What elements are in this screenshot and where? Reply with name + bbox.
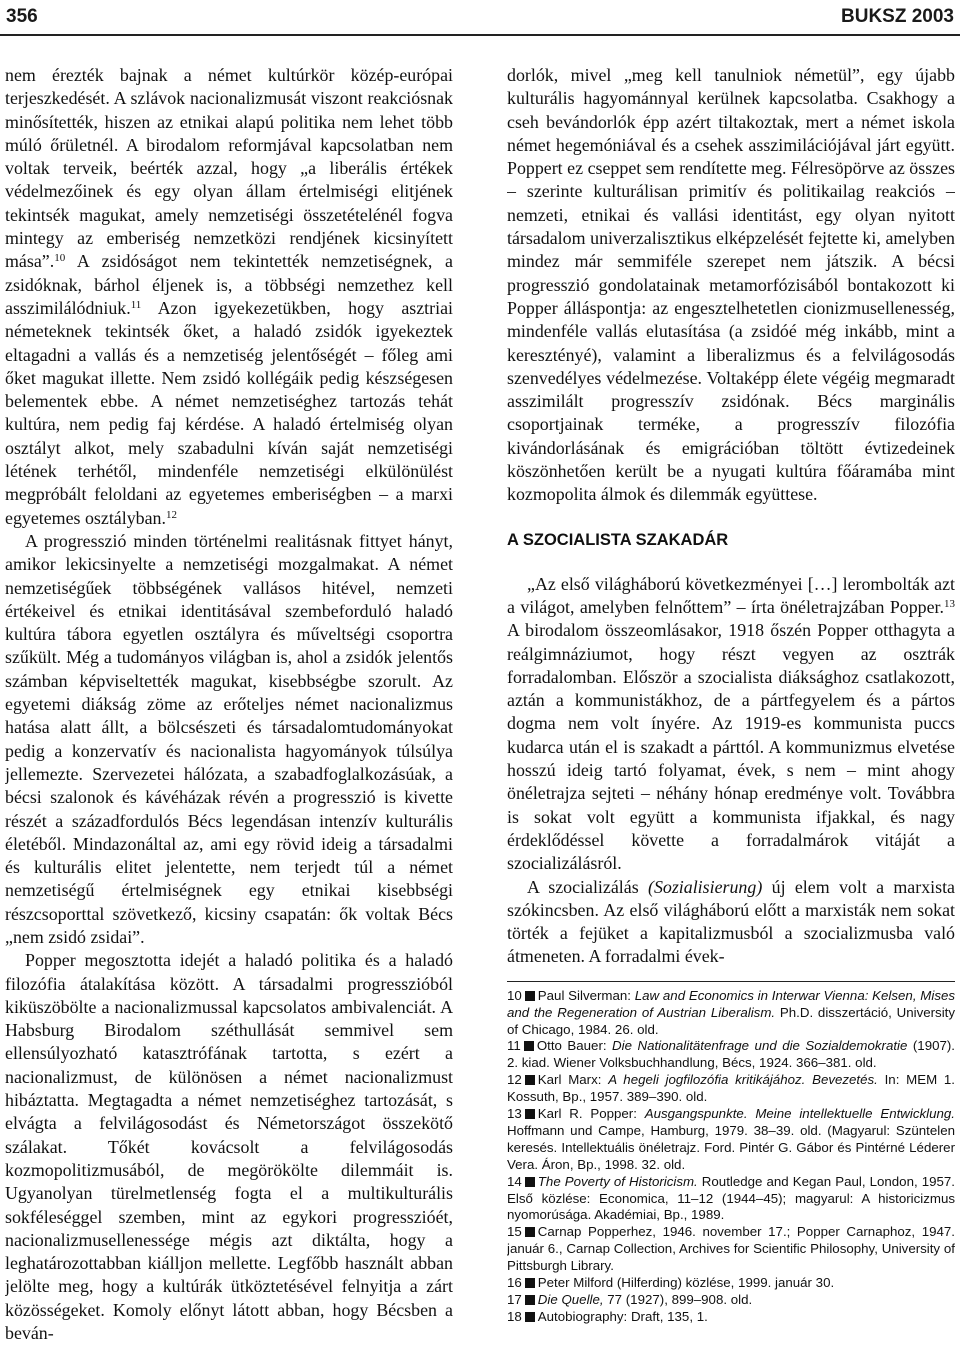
page-header [0,0,960,36]
footnote-ref: 12 [165,508,177,521]
footnote-ref: 11 [130,298,142,311]
footnote: 12 Karl Marx: A hegeli jogfilozófia kritikájához. Bevezetés. In: MEM 1. Kossuth, Bp., 1957. 389–390. old. [507,1072,955,1105]
right-column [507,64,955,1370]
paragraph: A progresszió minden történelmi realitásnak fittyet hányt, amikor lekicsinyelte a nemzetiségi mozgalmakat. A német nemzetiségűek többségének vallásos hitével, nemzeti értékeivel és etnikai identitásával szembeforduló haladó kultúra tábora egyetlen osztályra és műveltségi csoportra szűkült. Még a tudományos világban is, ahol a zsidók jelentős számban képviseltették magukat, kisebbségbe szorult. Az egyetemi diákság zöme az erőteljes német nacionalizmus hatása alatt állt, a bölcsészeti és társadalomtudományokat pedig a konzervatív és nacionalista hagyományok túlsúlya jellemezte. Szervezetei hálózata, a szabadfoglalkozásúak, a bécsi szalonok és kávéházak révén a progresszió is kivette részét a századfordulós Bécs legendásan intenzív kulturális életéből. Mindazonáltal az, ami egy rövid ideig a társadalmi és kulturális elitet jelentette, nem terjedt túl a német nemzetiségű értelmiségnek egy etnikai kisebbségi részcsoporttal szövetkező, kicsiny csapatán: ők voltak Bécs „nem zsidó zsidai”. [5,530,453,947]
footnote: 10 Paul Silverman: Law and Economics in Interwar Vienna: Kelsen, Mises and the Regeneration of Austrian Liberalism. Ph.D. disszertáció, University of Chicago, 1984. 26. old. [507,987,955,1037]
paragraph: nem érezték bajnak a német kultúrkör közép-európai terjeszkedését. A szlávok nacionalizmusát viszont reakciósnak minősítették, hiszen az etnikai alapú politika nem lehet több múló őrületnél. A birodalom reformjával kapcsolatban nem voltak terveik, beérték azzal, hogy „a liberális értékek védelmezőinek és egy olyan állam értelmiségi elitjének tekintsék magukat, amely nemzetiségi összetételénél fogva mintegy az emberiség nemzetközi rendjének kicsinyített mása”.$^{10}$ A zsidóságot nem tekintették nemzetiségnek, a zsidóknak, bárhol éljenek is, a többségi nemzethez kell asszimilálódniuk.$^{11}$ Azon igyekezetükben, hogy asztriai németeknek tekintsék őket, a haladó zsidók igyekeztek eltagadni a vallás és a nemzetiség jelentőségét – főleg ami őket magukat illette. Nem zsidó kollégáik pedig készségesen belementek ebbe. A német nemzetiséghez tartozás tehát kultúra, nem pedig faj kérdése. A haladó értelmiség olyan osztályt alkot, mely szabadulni kíván saját nemzetiségi létének terhétől, mindenféle nemzetiségi elkülönülést megpróbált feloldani az egyetemes emberiségben – a marxi egyetemes osztályban.$^{12}$ [5,65,453,528]
square-bullet-icon [525,1312,535,1322]
footnote: 16 Peter Milford (Hilferding) közlése, 1999. január 30. [507,1275,835,1291]
section-title: A SZOCIALISTA SZAKADÁR [507,530,729,549]
footnotes [507,981,955,1326]
footnote: 17 Die Quelle, 77 (1927), 899–908. old. [507,1292,753,1307]
footnote-ref: 13 [944,597,955,610]
page-number: 356 [6,6,38,27]
square-bullet-icon [525,1075,535,1085]
paragraph: Popper megosztotta idejét a haladó politika és a haladó filozófia átalakítása között. A társadalmi progresszióból kiküszöbölte a nacionalizmussal kapcsolatos ambivalenciát. A Habsburg Birodalom széthullását semmivel sem ellensúlyozható katasztrófának tartotta, s ezért a nacionalizmust, de különösen a német nacionalizmust hibáztatta. Megtagadta a német nemzetiséghez tartozását, s elvágta a felvilágosodást és Németországot összekötő szálakat. Tőkét kovácsolt a felvilágosodás kozmopolitizmusából, de megörökölte dilemmáit is. Ugyanolyan türelmetlenség fogta el a multikulturális sokféleséggel szemben, mint az egykori progresszióét, nacionalizmusellenessége mégis azt diktálta, hogy a leghatározottabban kiálljon mellette. Legfőbb használt abban jelölte meg, hogy a kultúrák ütköztetésével felnyitja a zárt közösségeket. Komoly előnyt látott abban, hogy Bécsben a beván- [5,950,453,1344]
footnote-ref: 10 [54,252,66,265]
journal-title: BUKSZ 2003 [841,6,954,27]
square-bullet-icon [525,1109,535,1119]
left-column [5,64,453,1370]
footnote: 11 Otto Bauer: Die Nationalitätenfrage und die Sozialdemokratie (1907). 2. kiad. Wiener Volksbuchhandlung, Bécs, 1924. 366–381. old. [507,1038,955,1071]
square-bullet-icon [525,1295,535,1305]
paragraph: „Az első világháború következményei […] lerombolták azt a világot, amelyben felnőttem” – írta önéletrajzában Popper.$^{13}$ A birodalom összeomlásakor, 1918 őszén Popper otthagyta a reálgimnáziumot, hogy részt vegyen az osztrák forradalomban. Először a szocialista diáksághoz csatlakozott, aztán a kommunistákhoz, de a pártfegyelem és a pártos dogma nem volt ínyére. Az 1919-es kommunista puccs kudarca után el is szakadt a párttól. A kommunizmus elvetése hosszú ideig tartó folyamat, évek, s nem – mint ahogy önéletrajza sejteti – néhány hónap eredménye volt. Továbbra is sokat volt együtt a kommunista ifjakkal, és nagy érdeklődéssel követte a forradalmárok vitáját a szocializálásról. [507,573,955,874]
square-bullet-icon [525,1227,535,1237]
paragraph: dorlók, mivel „meg kell tanulniok németül”, egy újabb kulturális hagyománnyal kerülnek kapcsolatba. Csakhogy a cseh bevándorlók épp azért tiltakoztak, mert a német iskola német hegemóniával és a csehek asszimilációjával járt együtt. Poppert ez cseppet sem rendítette meg. Félresöpörve az összes – szerinte kulturálisan primitív és politikailag reakciós – nemzeti, etnikai és vallási identitást, egy olyan nyitott társadalom univerzalisztikus elképzelését fejtette ki, amelyben mindez már semmiféle szerepet nem játszik. A bécsi progresszió gondolatainak metamorfózisából bontakozott ki Popper álláspontja: az engesztelhetetlen cionizmusellenesség, mindenféle vallás elutasítása (a zsidóé még inkább, mint a keresztényé), valamint a liberalizmus és a felvilágosodás szenvedélyes védelmezése. Voltaképp élete végéig megmaradt asszimilált progresszív zsidónak. Bécs marginális csoportjainak terméke, a progresszív filozófia kivándorlásának és emigrációban töltött évtizedeinek köszönhetően került be a nyugati kultúra főáramába mint kozmopolita álmok és dilemmák együttese. [507,65,955,505]
footnote: 18 Autobiography: Draft, 135, 1. [507,1308,708,1324]
square-bullet-icon [525,1278,535,1288]
paragraph: A szocializálás (Sozialisierung) új elem volt a marxista szókincsben. Az első világháború előtt a marxisták nem sokat törték a fejüket a kapitalizmusból a szocializmusba való átmeneten. A forradalmi évek- [507,876,955,967]
square-bullet-icon [524,1041,534,1051]
square-bullet-icon [525,1177,535,1187]
footnote: 13 Karl R. Popper: Ausgangspunkte. Meine intellektuelle Entwicklung. Hoffmann und Campe, Hamburg, 1979. 38–39. old. (Magyarul: Szüntelen keresés. Intellektuális önéletrajz. Ford. Pintér G. Gábor és Pintérné Léderer Vera. Áron, Bp., 1998. 32. old. [507,1106,955,1172]
footnote: 15 Carnap Popperhez, 1946. november 17.; Popper Carnaphoz, 1947. január 6., Carnap Collection, Archives for Scientific Philosophy, University of Pittsburgh Library. [507,1224,955,1274]
square-bullet-icon [525,991,535,1001]
footnote: 14 The Poverty of Historicism. Routledge and Kegan Paul, London, 1957. Első közlése: Economica, 11–12 (1944–45); magyarul: A historicizmus nyomorúsága. Akadémiai, Bp., 1989. [507,1173,955,1223]
